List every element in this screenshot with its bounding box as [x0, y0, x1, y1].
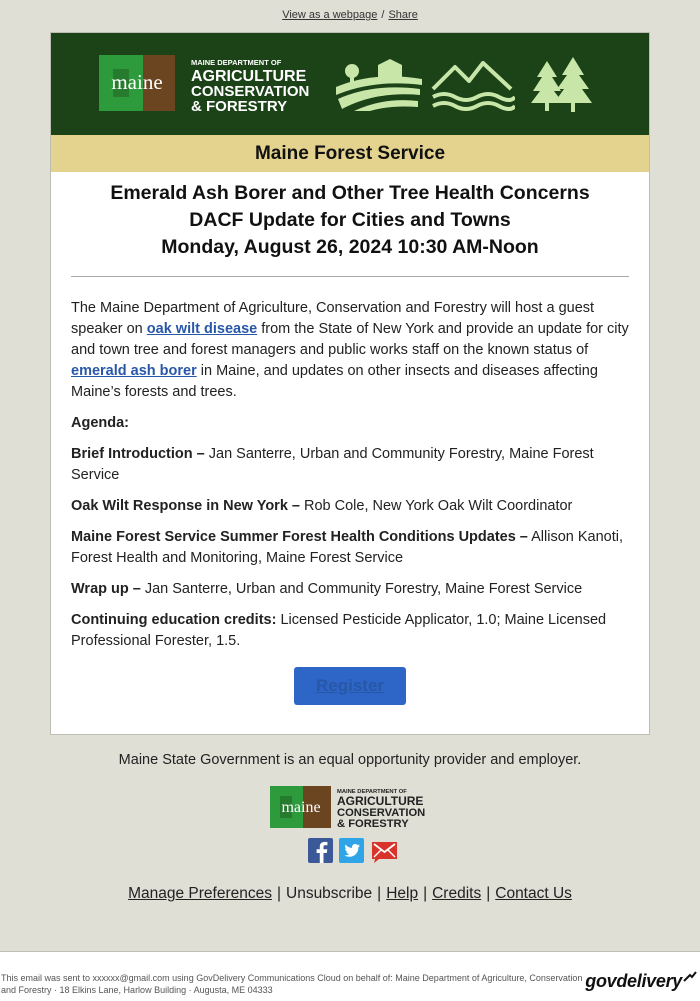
pipe-separator: | — [486, 885, 491, 902]
unsubscribe-link[interactable]: Unsubscribe — [286, 885, 373, 902]
dacf-logo — [99, 55, 319, 115]
continuing-education-credits — [71, 610, 629, 652]
svg-text:maine: maine — [111, 70, 163, 94]
headline-title: Emerald Ash Borer and Other Tree Health Concerns — [110, 182, 590, 204]
svg-text:AGRICULTURE: AGRICULTURE — [191, 68, 307, 85]
svg-text:& FORESTRY: & FORESTRY — [337, 818, 409, 830]
agenda-item — [71, 496, 629, 517]
agenda-item-text: Jan Santerre, Urban and Community Forestry, Maine Forest Service — [71, 446, 594, 483]
intro-text-1: The Maine Department of Agriculture, Conservation and Forestry will host a guest speaker on — [71, 300, 595, 337]
svg-text:MAINE DEPARTMENT OF: MAINE DEPARTMENT OF — [191, 58, 282, 67]
agenda-item-title: Wrap up – — [71, 581, 141, 597]
svg-text:CONSERVATION: CONSERVATION — [337, 807, 426, 819]
header-banner — [51, 33, 649, 135]
contact-us-link[interactable]: Contact Us — [495, 885, 572, 902]
event-headline — [51, 180, 649, 261]
svg-text:AGRICULTURE: AGRICULTURE — [337, 794, 424, 808]
pipe-separator: | — [377, 885, 382, 902]
svg-text:maine: maine — [281, 799, 321, 816]
email-icon[interactable] — [371, 838, 398, 863]
section-title-bar: Maine Forest Service — [51, 135, 649, 172]
svg-text:MAINE DEPARTMENT OF: MAINE DEPARTMENT OF — [337, 789, 407, 795]
emerald-ash-borer-link[interactable]: emerald ash borer — [71, 363, 197, 379]
govdelivery-logo[interactable] — [585, 971, 697, 992]
view-as-webpage-link[interactable]: View as a webpage — [282, 9, 378, 21]
agenda-item-title: Maine Forest Service Summer Forest Health Conditions Updates – — [71, 529, 528, 545]
headline-date: Monday, August 26, 2024 10:30 AM-Noon — [161, 236, 539, 258]
share-link[interactable]: Share — [388, 9, 418, 21]
top-links — [0, 9, 700, 21]
agenda-item-title: Brief Introduction – — [71, 446, 205, 462]
credits-text: Licensed Pesticide Applicator, 1.0; Maine Licensed Professional Forester, 1.5. — [71, 612, 607, 649]
govdelivery-brand-text: govdelivery — [585, 971, 682, 991]
footer-dacf-logo[interactable] — [270, 786, 432, 830]
agenda-item — [71, 579, 629, 600]
delivery-notice: This email was sent to xxxxxx@gmail.com using GovDelivery Communications Cloud on behalf of: Maine Department of Agriculture, Conservation and Forestry · 18 Elkins Lane, Harlow Building · Augusta, ME 04333 — [1, 973, 583, 995]
oak-wilt-link[interactable]: oak wilt disease — [146, 321, 258, 337]
agenda-item — [71, 444, 629, 486]
twitter-icon[interactable] — [339, 838, 364, 863]
intro-text-2: from the State of New York and provide an update for city and town tree and forest managers and public works staff on the known status of — [71, 321, 629, 358]
social-icons — [308, 838, 398, 863]
register-wrap — [71, 667, 629, 705]
svg-text:CONSERVATION: CONSERVATION — [191, 83, 310, 100]
pipe-separator: | — [276, 885, 281, 902]
register-button[interactable]: Register — [294, 667, 406, 705]
credits-title: Continuing education credits: — [71, 612, 277, 628]
headline-subtitle: DACF Update for Cities and Towns — [189, 209, 511, 231]
help-link[interactable]: Help — [386, 885, 419, 902]
farm-icon — [334, 57, 424, 111]
email-body — [51, 298, 649, 705]
facebook-icon[interactable] — [308, 838, 333, 863]
agenda-item-title: Oak Wilt Response in New York – — [71, 498, 300, 514]
divider — [71, 276, 629, 277]
swoosh-icon — [683, 971, 697, 983]
agenda-heading: Agenda: — [71, 415, 129, 431]
footer-links — [0, 885, 700, 903]
credits-link[interactable]: Credits — [432, 885, 482, 902]
agenda-item — [71, 527, 629, 569]
agenda-item-text: Allison Kanoti, Forest Health and Monitoring, Maine Forest Service — [71, 529, 623, 566]
email-card — [50, 32, 650, 735]
mountain-icon — [429, 57, 515, 111]
manage-preferences-link[interactable]: Manage Preferences — [128, 885, 272, 902]
link-separator: / — [381, 9, 385, 21]
pipe-separator: | — [423, 885, 428, 902]
intro-paragraph — [71, 298, 629, 403]
svg-text:& FORESTRY: & FORESTRY — [191, 98, 288, 115]
agenda-item-text: Rob Cole, New York Oak Wilt Coordinator — [299, 498, 573, 514]
agenda-item-text: Jan Santerre, Urban and Community Forestry, Maine Forest Service — [140, 581, 583, 597]
equal-opportunity-statement: Maine State Government is an equal opportunity provider and employer. — [118, 752, 582, 768]
delivery-footer — [0, 951, 700, 1001]
trees-icon — [527, 55, 593, 113]
intro-text-3: in Maine, and updates on other insects and diseases affecting Maine’s forests and trees. — [71, 363, 598, 400]
